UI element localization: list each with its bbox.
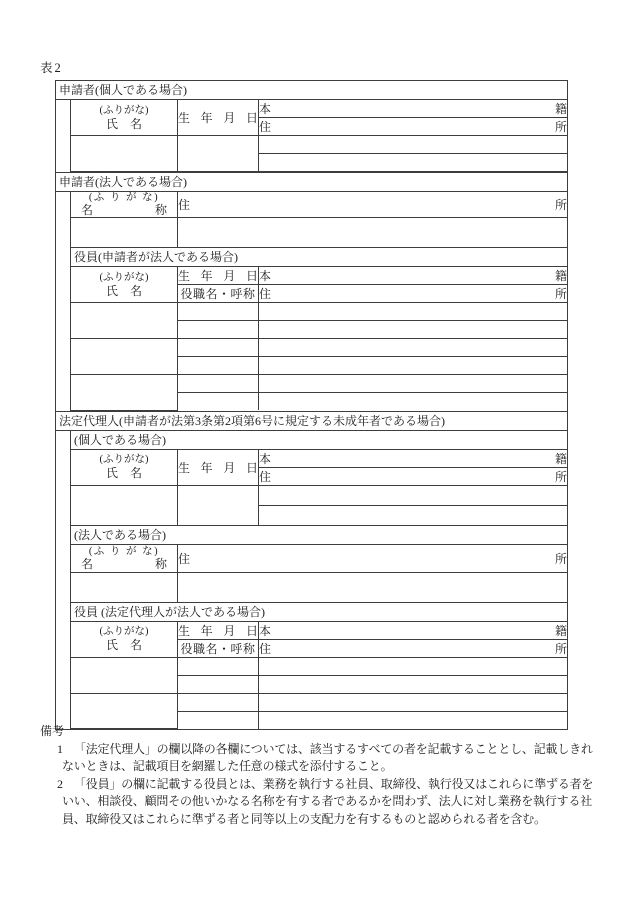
furigana-label: (ふりがな) (99, 104, 149, 116)
name-label: 氏 名 (105, 116, 142, 131)
birthdate-header-cell: 生年月日 (178, 450, 259, 486)
section-title-legal-representative: 法定代理人(申請者が法第3条第2項第6号に規定する未成年者である場合) (56, 411, 567, 431)
officer-domicile-field-cell (259, 375, 568, 393)
officer-domicile-field-cell (259, 693, 568, 711)
birthdate-header-cell: 生年月日 (178, 623, 258, 638)
table-caption: 表2 (40, 61, 63, 75)
birthdate-header-cell: 生年月日 (178, 269, 258, 283)
officer-name-field-cell (71, 375, 178, 411)
officer-row (71, 303, 568, 321)
corp-name-field-cell (71, 572, 178, 602)
subsection-title-officers-legal-rep: 役員 (法定代理人が法人である場合) (70, 603, 567, 622)
officers-applicant-table (70, 267, 567, 411)
domicile-header-cell: 本籍 (259, 269, 567, 283)
officer-domicile-field-cell (259, 303, 568, 321)
officer-row (71, 657, 568, 675)
domicile-header-cell: 本籍 (259, 102, 567, 116)
domicile-field-cell (259, 485, 568, 505)
officer-position-field-cell (178, 357, 259, 375)
name-field-cell (71, 136, 178, 172)
corp-name-label: 名称 (81, 556, 167, 571)
name-field-cell (71, 485, 178, 525)
name-header-cell (71, 267, 178, 303)
remark-text: 「法定代理人」の欄以降の各欄については、該当するすべての者を記載することとし、記載しきれないときは、記載項目を網羅した任意の様式を添付すること。 (62, 741, 593, 773)
remark-item-2 (40, 776, 596, 829)
remark-number: 1 (57, 741, 63, 756)
name-label: 氏 名 (105, 466, 142, 480)
furigana-label: (ふりがな) (99, 271, 149, 283)
officer-address-field-cell (259, 675, 568, 693)
officer-domicile-field-cell (259, 657, 568, 675)
corp-name-label: 名称 (81, 203, 167, 217)
address-header-cell: 住所 (259, 285, 568, 303)
domicile-header-cell: 本籍 (259, 623, 567, 638)
name-header-cell (71, 450, 178, 486)
officer-row (71, 339, 568, 357)
applicant-corporate-table (70, 192, 567, 248)
officer-name-field-cell (71, 339, 178, 375)
furigana-label: (ふりがな) (99, 454, 149, 465)
legal-rep-individual-table (70, 450, 567, 526)
officer-position-field-cell (178, 675, 259, 693)
name-label: 氏 名 (105, 283, 142, 298)
name-header-cell (71, 622, 178, 658)
corp-name-header-cell (71, 545, 178, 573)
position-header-cell: 役職名・呼称 (178, 285, 259, 303)
officer-row (71, 375, 568, 393)
officer-birthdate-field-cell (178, 303, 259, 321)
address-header-cell: 住所 (259, 118, 568, 136)
corp-address-field-cell (178, 572, 568, 602)
subsection-title-legal-rep-individual: (個人である場合) (70, 431, 567, 450)
remarks-section (40, 723, 596, 828)
birthdate-field-cell (178, 136, 259, 172)
remark-number: 2 (57, 776, 63, 791)
furigana-label: (ふ り が な) (88, 192, 160, 203)
name-label: 氏 名 (105, 638, 142, 652)
address-header-cell: 住所 (259, 467, 568, 485)
domicile-header-cell: 本籍 (259, 451, 567, 466)
officer-position-field-cell (178, 393, 259, 411)
subsection-title-legal-rep-corporate: (法人である場合) (70, 526, 567, 545)
address-header-cell: 住所 (259, 639, 568, 657)
applicant-corporate-block (70, 192, 567, 411)
address-field-cell (259, 505, 568, 525)
subsection-title-officers-applicant: 役員(申請者が法人である場合) (70, 248, 567, 267)
officer-name-field-cell (71, 657, 178, 693)
furigana-label: (ふ り が な) (88, 545, 160, 557)
officer-row (71, 693, 568, 711)
officer-name-field-cell (71, 303, 178, 339)
officer-address-field-cell (259, 393, 568, 411)
applicant-individual-block (70, 100, 567, 172)
officer-birthdate-field-cell (178, 339, 259, 357)
corp-address-field-cell (178, 218, 568, 248)
position-header-cell: 役職名・呼称 (178, 639, 259, 657)
form-outer-box (55, 80, 568, 730)
birthdate-field-cell (178, 485, 259, 525)
address-field-cell (259, 154, 568, 172)
name-header-cell (71, 100, 178, 136)
officer-address-field-cell (259, 357, 568, 375)
remarks-heading: 備考 (40, 724, 65, 738)
corp-name-header-cell (71, 192, 178, 218)
corp-address-header-cell: 住所 (178, 545, 568, 573)
corp-name-field-cell (71, 218, 178, 248)
legal-rep-corporate-table (70, 545, 567, 603)
officer-position-field-cell (178, 321, 259, 339)
legal-representative-block (70, 431, 567, 730)
section-title-applicant-corporate: 申請者(法人である場合) (56, 172, 567, 192)
domicile-field-cell (259, 136, 568, 154)
applicant-individual-table (70, 100, 567, 172)
corp-address-header-cell: 住所 (178, 192, 568, 218)
officer-domicile-field-cell (259, 339, 568, 357)
section-title-applicant-individual: 申請者(個人である場合) (56, 81, 567, 100)
officer-birthdate-field-cell (178, 693, 259, 711)
officer-birthdate-field-cell (178, 657, 259, 675)
furigana-label: (ふりがな) (99, 626, 149, 637)
birthdate-header-cell: 生年月日 (178, 100, 259, 136)
officers-legal-rep-table (70, 622, 567, 730)
officer-birthdate-field-cell (178, 375, 259, 393)
officer-address-field-cell (259, 321, 568, 339)
remark-item-1 (40, 741, 596, 776)
remark-text: 「役員」の欄に記載する役員とは、業務を執行する社員、取締役、執行役又はこれらに準ずる者をいい、相談役、顧問その他いかなる名称を有する者であるかを問わず、法人に対し業務を執行する社員、取締役又はこれらに準ずる者と同等以上の支配力を有するものと認められる者を含む。 (62, 776, 594, 826)
